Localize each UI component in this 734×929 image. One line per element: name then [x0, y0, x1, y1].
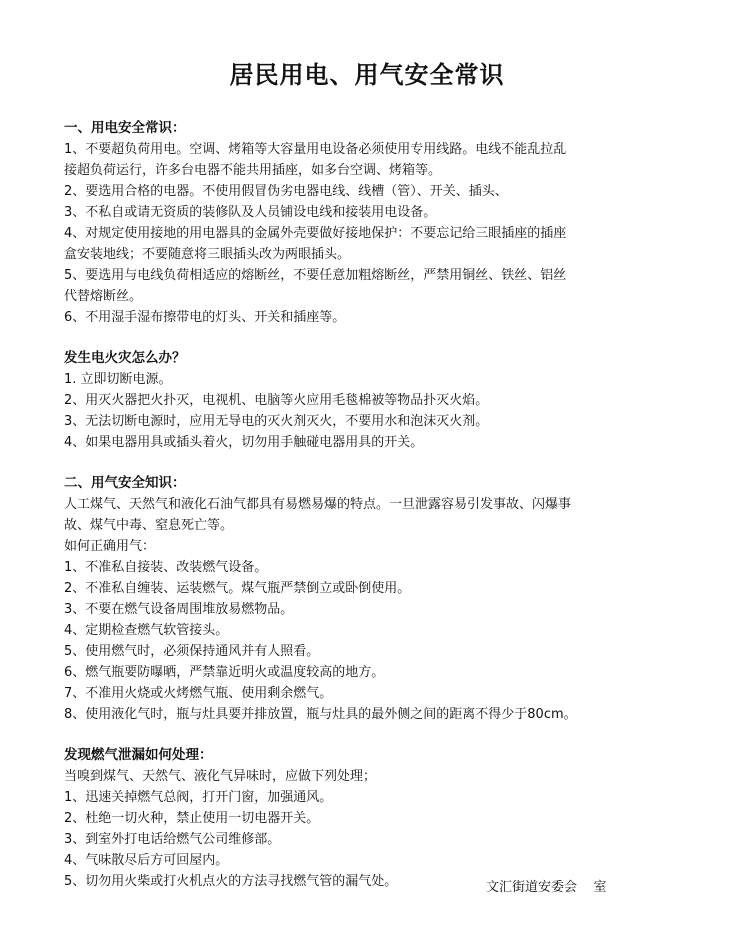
section-electric-safety — [64, 118, 694, 328]
text-line: 5、使用燃气时，必须保持通风并有人照看。 — [64, 644, 320, 659]
section-heading: 二、用气安全知识： — [64, 475, 186, 491]
text-line: 2、不准私自缠装、运装燃气。煤气瓶严禁倒立或卧倒使用。 — [64, 581, 411, 596]
text-line: 代替熔断丝。 — [64, 289, 143, 304]
text-line: 7、不准用火烧或火烤燃气瓶、使用剩余燃气。 — [64, 686, 333, 701]
section-heading: 发现燃气泄漏如何处理： — [64, 747, 213, 763]
text-line: 5、切勿用火柴或打火机点火的方法寻找燃气管的漏气处。 — [64, 874, 398, 889]
text-line: 当嗅到煤气、天然气、液化气异味时，应做下列处理； — [64, 769, 377, 784]
section-gas-leak — [64, 745, 694, 892]
text-line: 3、不私自或请无资质的装修队及人员铺设电线和接装用电设备。 — [64, 205, 437, 220]
text-line: 3、无法切断电源时，应用无导电的灭火剂灭火，不要用水和泡沫灭火剂。 — [64, 414, 489, 429]
text-line: 3、到室外打电话给燃气公司维修部。 — [64, 832, 281, 847]
section-heading: 一、用电安全常识： — [64, 120, 186, 136]
section-gas-safety — [64, 473, 694, 725]
page-title: 居民用电、用气安全常识 — [229, 60, 505, 89]
document-body — [64, 118, 694, 892]
text-line: 人工煤气、天然气和液化石油气都具有易燃易爆的特点。一旦泄露容易引发事故、闪爆事 — [64, 497, 572, 512]
section-electric-fire — [64, 348, 694, 453]
text-line: 如何正确用气： — [64, 539, 156, 554]
text-line: 2、杜绝一切火种，禁止使用一切电器开关。 — [64, 811, 320, 826]
text-line: 4、如果电器用具或插头着火，切勿用手触碰电器用具的开关。 — [64, 435, 424, 450]
text-line: 2、要选用合格的电器。不使用假冒伪劣电器电线、线槽（管）、开关、插头、 — [64, 184, 508, 199]
text-line: 1、迅速关掉燃气总阀，打开门窗，加强通风。 — [64, 790, 333, 805]
text-line: 故、煤气中毒、窒息死亡等。 — [64, 518, 234, 533]
text-line: 1. 立即切断电源。 — [64, 372, 172, 387]
issuer-signature: 文汇街道安委会 室 — [486, 880, 607, 895]
text-line: 8、使用液化气时，瓶与灶具要并排放置，瓶与灶具的最外侧之间的距离不得少于80cm。 — [64, 707, 577, 722]
text-line: 1、不要超负荷用电。空调、烤箱等大容量用电设备必须使用专用线路。电线不能乱拉乱 — [64, 142, 567, 157]
text-line: 6、燃气瓶要防曝晒，严禁靠近明火或温度较高的地方。 — [64, 665, 385, 680]
text-line: 3、不要在燃气设备周围堆放易燃物品。 — [64, 602, 294, 617]
text-line: 接超负荷运行，许多台电器不能共用插座，如多台空调、烤箱等。 — [64, 163, 442, 178]
text-line: 4、气味散尽后方可回屋内。 — [64, 853, 229, 868]
text-line: 4、定期检查燃气软管接头。 — [64, 623, 229, 638]
text-line: 5、要选用与电线负荷相适应的熔断丝，不要任意加粗熔断丝，严禁用铜丝、铁丝、铝丝 — [64, 268, 567, 283]
text-line: 盒安装地线；不要随意将三眼插头改为两眼插头。 — [64, 247, 351, 262]
section-heading: 发生电火灾怎么办？ — [64, 350, 186, 366]
text-line: 4、对规定使用接地的用电器具的金属外壳要做好接地保护：不要忘记给三眼插座的插座 — [64, 226, 567, 241]
text-line: 1、不准私自接装、改装燃气设备。 — [64, 560, 268, 575]
text-line: 2、用灭火器把火扑灭，电视机、电脑等火应用毛毯棉被等物品扑灭火焰。 — [64, 393, 489, 408]
text-line: 6、不用湿手湿布擦带电的灯头、开关和插座等。 — [64, 310, 346, 325]
